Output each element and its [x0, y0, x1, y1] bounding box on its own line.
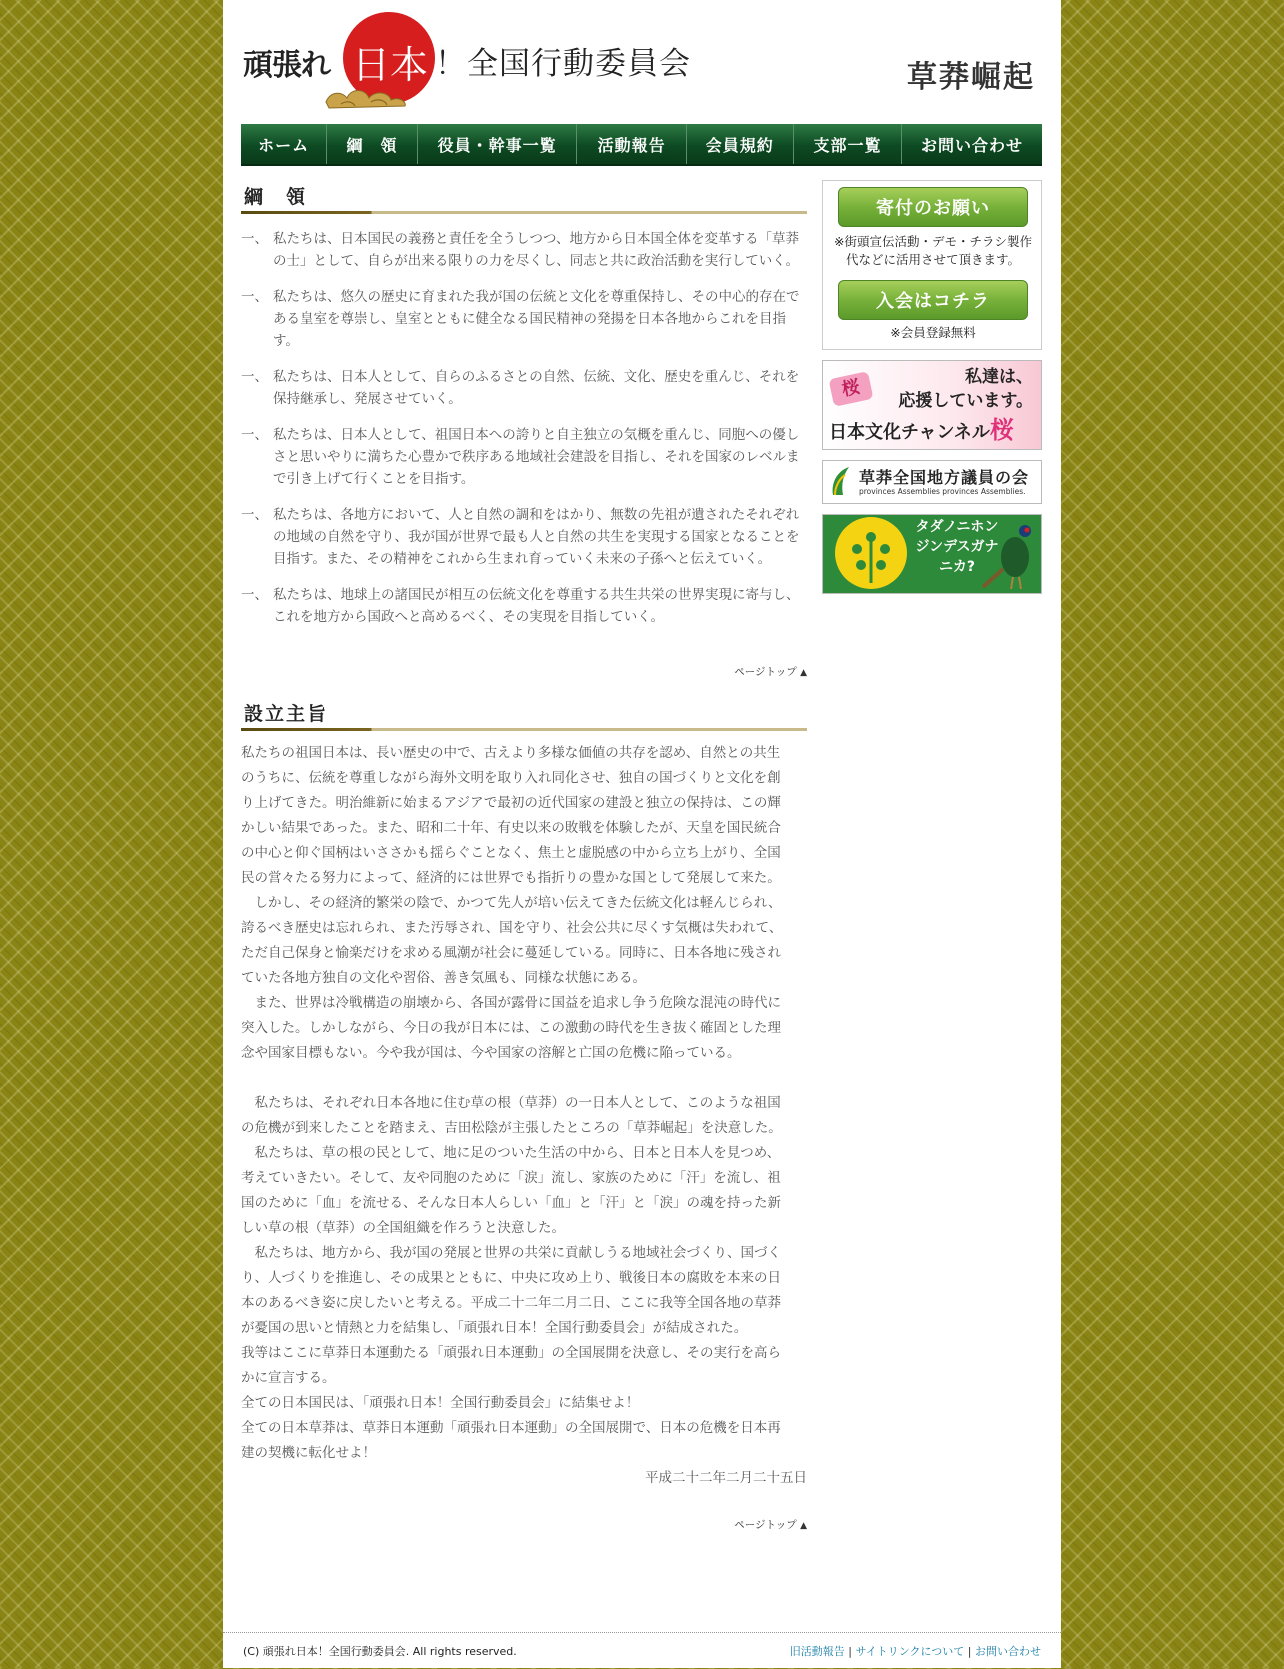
- purpose-line-blank: [241, 1066, 807, 1091]
- local-assembly-title: 草莽全国地方議員の会: [859, 468, 1030, 487]
- sakura-line1: 私達は、: [965, 367, 1033, 387]
- purpose-line: かしい結果であった。また、昭和二十年、有史以来の敗戦を体験したが、天皇を国民統合: [241, 820, 781, 836]
- footer-link-contact[interactable]: お問い合わせ: [975, 1645, 1041, 1658]
- item-text: 私たちは、日本国民の義務と責任を全うしつつ、地方から日本国全体を変革する「草莽の士」として、自らが出来る限りの力を尽くし、同志と共に政治活動を実行していく。: [273, 231, 799, 269]
- item-text: 私たちは、各地方において、人と自然の調和をはかり、無数の先祖が遺されたそれぞれの地域の自然を守り、我が国が世界で最も人と自然の共生を実現する国家となることを目指す。また、その精神をこれから生まれ育っていく未来の子孫へと伝えていく。: [273, 507, 800, 567]
- main-content: [241, 180, 807, 1550]
- footer-links: [790, 1643, 1041, 1659]
- sakura-line2: 応援しています。: [898, 391, 1033, 411]
- purpose-line: また、世界は冷戦構造の崩壊から、各国が露骨に国益を追求し争う危険な混沌の時代に: [241, 995, 781, 1011]
- sakura-tagline: [898, 365, 1033, 413]
- nav-rules[interactable]: 会員規約: [687, 124, 794, 164]
- logo-text-nihon: 日本: [351, 43, 428, 87]
- yorozu-forest-banner[interactable]: [822, 514, 1042, 594]
- item-dash: 一、: [241, 587, 268, 603]
- purpose-line: 建の契機に転化せよ！: [241, 1445, 376, 1461]
- purpose-title: 設立主旨: [241, 697, 807, 731]
- donate-button[interactable]: 寄付のお願い: [838, 187, 1028, 227]
- purpose-line: 念や国家目標もない。今や我が国は、今や国家の溶解と亡国の危機に陥っている。: [241, 1045, 741, 1061]
- nav-activity[interactable]: 活動報告: [577, 124, 686, 164]
- join-note: ※会員登録無料: [890, 325, 976, 340]
- pagetop-link-2[interactable]: [241, 1517, 807, 1532]
- local-assembly-banner[interactable]: [822, 460, 1042, 504]
- purpose-line: 私たちは、草の根の民として、地に足のついた生活の中から、日本と日本人を見つめ、: [241, 1145, 781, 1161]
- arrow-up-icon: ▲: [800, 1521, 807, 1531]
- purpose-line: 私たちの祖国日本は、長い歴史の中で、古えより多様な価値の共存を認め、自然との共生: [241, 745, 781, 761]
- item-text: 私たちは、日本人として、祖国日本への誇りと自主独立の気概を重んじ、同胞への優しさと思いやりに満ちた心豊かで秩序ある地域社会建設を目指し、それを国家のレベルまで引き上げて行くことを目指す。: [273, 427, 800, 487]
- item-dash: 一、: [241, 369, 268, 385]
- purpose-line: の危機が到来したことを踏まえ、吉田松陰が主張したところの「草莽崛起」を決意した。: [241, 1120, 782, 1136]
- purpose-line: ていた各地方独自の文化や習俗、善き気風も、同様な状態にある。: [241, 970, 646, 986]
- sakura-channel-name: [829, 410, 1014, 445]
- copyright: (C) 頑張れ日本！全国行動委員会. All rights reserved.: [243, 1645, 517, 1658]
- purpose-body: [241, 741, 807, 1491]
- purpose-line: 私たちは、地方から、我が国の発展と世界の共栄に貢献しうる地域社会づくり、国づく: [241, 1245, 781, 1261]
- item-dash: 一、: [241, 231, 268, 247]
- site-logo[interactable]: [243, 12, 691, 108]
- sidebar: [822, 180, 1042, 594]
- platform-item: [241, 424, 807, 490]
- main-nav: [241, 124, 1042, 166]
- purpose-line: 誇るべき歴史は忘れられ、また汚辱され、国を守り、社会公共に尽くす気概は失われて、: [241, 920, 783, 936]
- arrow-up-icon: ▲: [800, 668, 807, 678]
- sakura-name-em: 桜: [989, 416, 1014, 444]
- footer-link-old-reports[interactable]: 旧活動報告: [789, 1645, 845, 1658]
- platform-item: [241, 286, 807, 352]
- purpose-line: 民の営々たる努力によって、経済的には世界でも指折りの豊かな国として発展して来た。: [241, 870, 781, 886]
- sakura-name: 日本文化チャンネル: [829, 422, 990, 443]
- footer: [223, 1632, 1061, 1669]
- item-text: 私たちは、日本人として、自らのふるさとの自然、伝統、文化、歴史を重んじ、それを保持継承し、発展させていく。: [273, 369, 800, 407]
- nav-platform[interactable]: 綱 領: [327, 124, 417, 164]
- platform-title: 綱 領: [241, 180, 807, 214]
- platform-item: [241, 504, 807, 570]
- purpose-line: が憂国の思いと情熱と力を結集し、「頑張れ日本！全国行動委員会」が結成された。: [241, 1320, 748, 1336]
- item-dash: 一、: [241, 427, 268, 443]
- nav-contact[interactable]: お問い合わせ: [921, 135, 1024, 155]
- sakura-channel-banner[interactable]: [822, 360, 1042, 450]
- leaf-logo-icon: [829, 465, 853, 497]
- yorozu-caption: タダノニホンジンデスガナニカ?: [915, 519, 999, 575]
- purpose-line: 国のために「血」を流せる、そんな日本人らしい「血」と「汗」と「涙」の魂を持った新: [241, 1195, 781, 1211]
- purpose-line: り、人づくりを推進し、その成果とともに、中央に攻め上り、戦後日本の腐敗を本来の日: [241, 1270, 781, 1286]
- donate-note: ※街頭宣伝活動・デモ・チラシ製作代などに活用させて頂きます。: [834, 234, 1032, 267]
- footer-separator: |: [967, 1645, 972, 1658]
- slogan: 草莽崛起: [907, 60, 1035, 95]
- item-text: 私たちは、地球上の諸国民が相互の伝統文化を尊重する共生共栄の世界実現に寄与し、これを地方から国政へと高めるべく、その実現を目指していく。: [273, 587, 800, 625]
- item-dash: 一、: [241, 507, 268, 523]
- pagetop-label: ページトップ: [734, 1519, 797, 1531]
- platform-item: [241, 584, 807, 628]
- purpose-line: 全ての日本草莽は、草莽日本運動「頑張れ日本運動」の全国展開で、日本の危機を日本再: [241, 1420, 781, 1436]
- nav-officers[interactable]: 役員・幹事一覧: [418, 124, 578, 164]
- pagetop-label: ページトップ: [734, 666, 797, 678]
- logo-text-pre: 頑張れ: [243, 48, 330, 83]
- purpose-line: 突入した。しかしながら、今日の我が日本には、この激動の時代を生き抜く確固とした理: [241, 1020, 781, 1036]
- sakura-badge: 桜: [829, 371, 874, 407]
- purpose-line: 考えていきたい。そして、友や同胞のために「涙」流し、家族のために「汗」を流し、祖: [241, 1170, 781, 1186]
- purpose-line: しかし、その経済的繁栄の陰で、かつて先人が培い伝えてきた伝統文化は軽んじられ、: [241, 895, 782, 911]
- purpose-line: のうちに、伝統を尊重しながら海外文明を取り入れ同化させ、独自の国づくりと文化を創: [241, 770, 781, 786]
- purpose-line: しい草の根（草莽）の全国組織を作ろうと決意した。: [241, 1220, 565, 1236]
- purpose-line: り上げてきた。明治維新に始まるアジアで最初の近代国家の建設と独立の保持は、この輝: [241, 795, 781, 811]
- purpose-line: 我等はここに草莽日本運動たる「頑張れ日本運動」の全国展開を決意し、その実行を高ら: [241, 1345, 781, 1361]
- purpose-line: ただ自己保身と愉楽だけを求める風潮が社会に蔓延している。同時に、日本各地に残され: [241, 945, 781, 961]
- platform-item: [241, 366, 807, 410]
- footer-separator: |: [848, 1645, 852, 1658]
- platform-list: [241, 228, 807, 628]
- join-button[interactable]: 入会はコチラ: [838, 280, 1028, 320]
- purpose-line: 私たちは、それぞれ日本各地に住む草の根（草莽）の一日本人として、このような祖国: [241, 1095, 781, 1111]
- pagetop-link-1[interactable]: [241, 664, 807, 679]
- purpose-line: かに宣言する。: [241, 1370, 336, 1386]
- item-dash: 一、: [241, 289, 268, 305]
- header: [223, 0, 1061, 120]
- nav-home[interactable]: ホーム: [241, 124, 327, 164]
- platform-item: [241, 228, 807, 272]
- purpose-line: 本のあるべき姿に戻したいと考える。平成二十二年二月二日、ここに我等全国各地の草莽: [241, 1295, 781, 1311]
- purpose-line: 全ての日本国民は、「頑張れ日本！全国行動委員会」に結集せよ！: [241, 1395, 640, 1411]
- item-text: 私たちは、悠久の歴史に育まれた我が国の伝統と文化を尊重保持し、その中心的存在である皇室を尊崇し、皇室とともに健全なる国民精神の発揚を日本各地からこれを目指す。: [273, 289, 800, 349]
- page: [223, 0, 1061, 1668]
- local-assembly-subtitle: provinces Assemblies provinces Assemblies.: [859, 487, 1026, 496]
- footer-link-site-link[interactable]: サイトリンクについて: [855, 1645, 965, 1658]
- pheasant-icon: [981, 517, 1037, 591]
- purpose-date: 平成二十二年二月二十五日: [645, 1470, 807, 1486]
- logo-text-post: ！全国行動委員会: [435, 46, 691, 82]
- support-box: [822, 180, 1042, 350]
- purpose-line: の中心と仰ぐ国柄はいささかも揺らぐことなく、焦土と虚脱感の中から立ち上がり、全国: [241, 845, 781, 861]
- tree-icon: [845, 525, 897, 585]
- nav-branches[interactable]: 支部一覧: [794, 124, 902, 164]
